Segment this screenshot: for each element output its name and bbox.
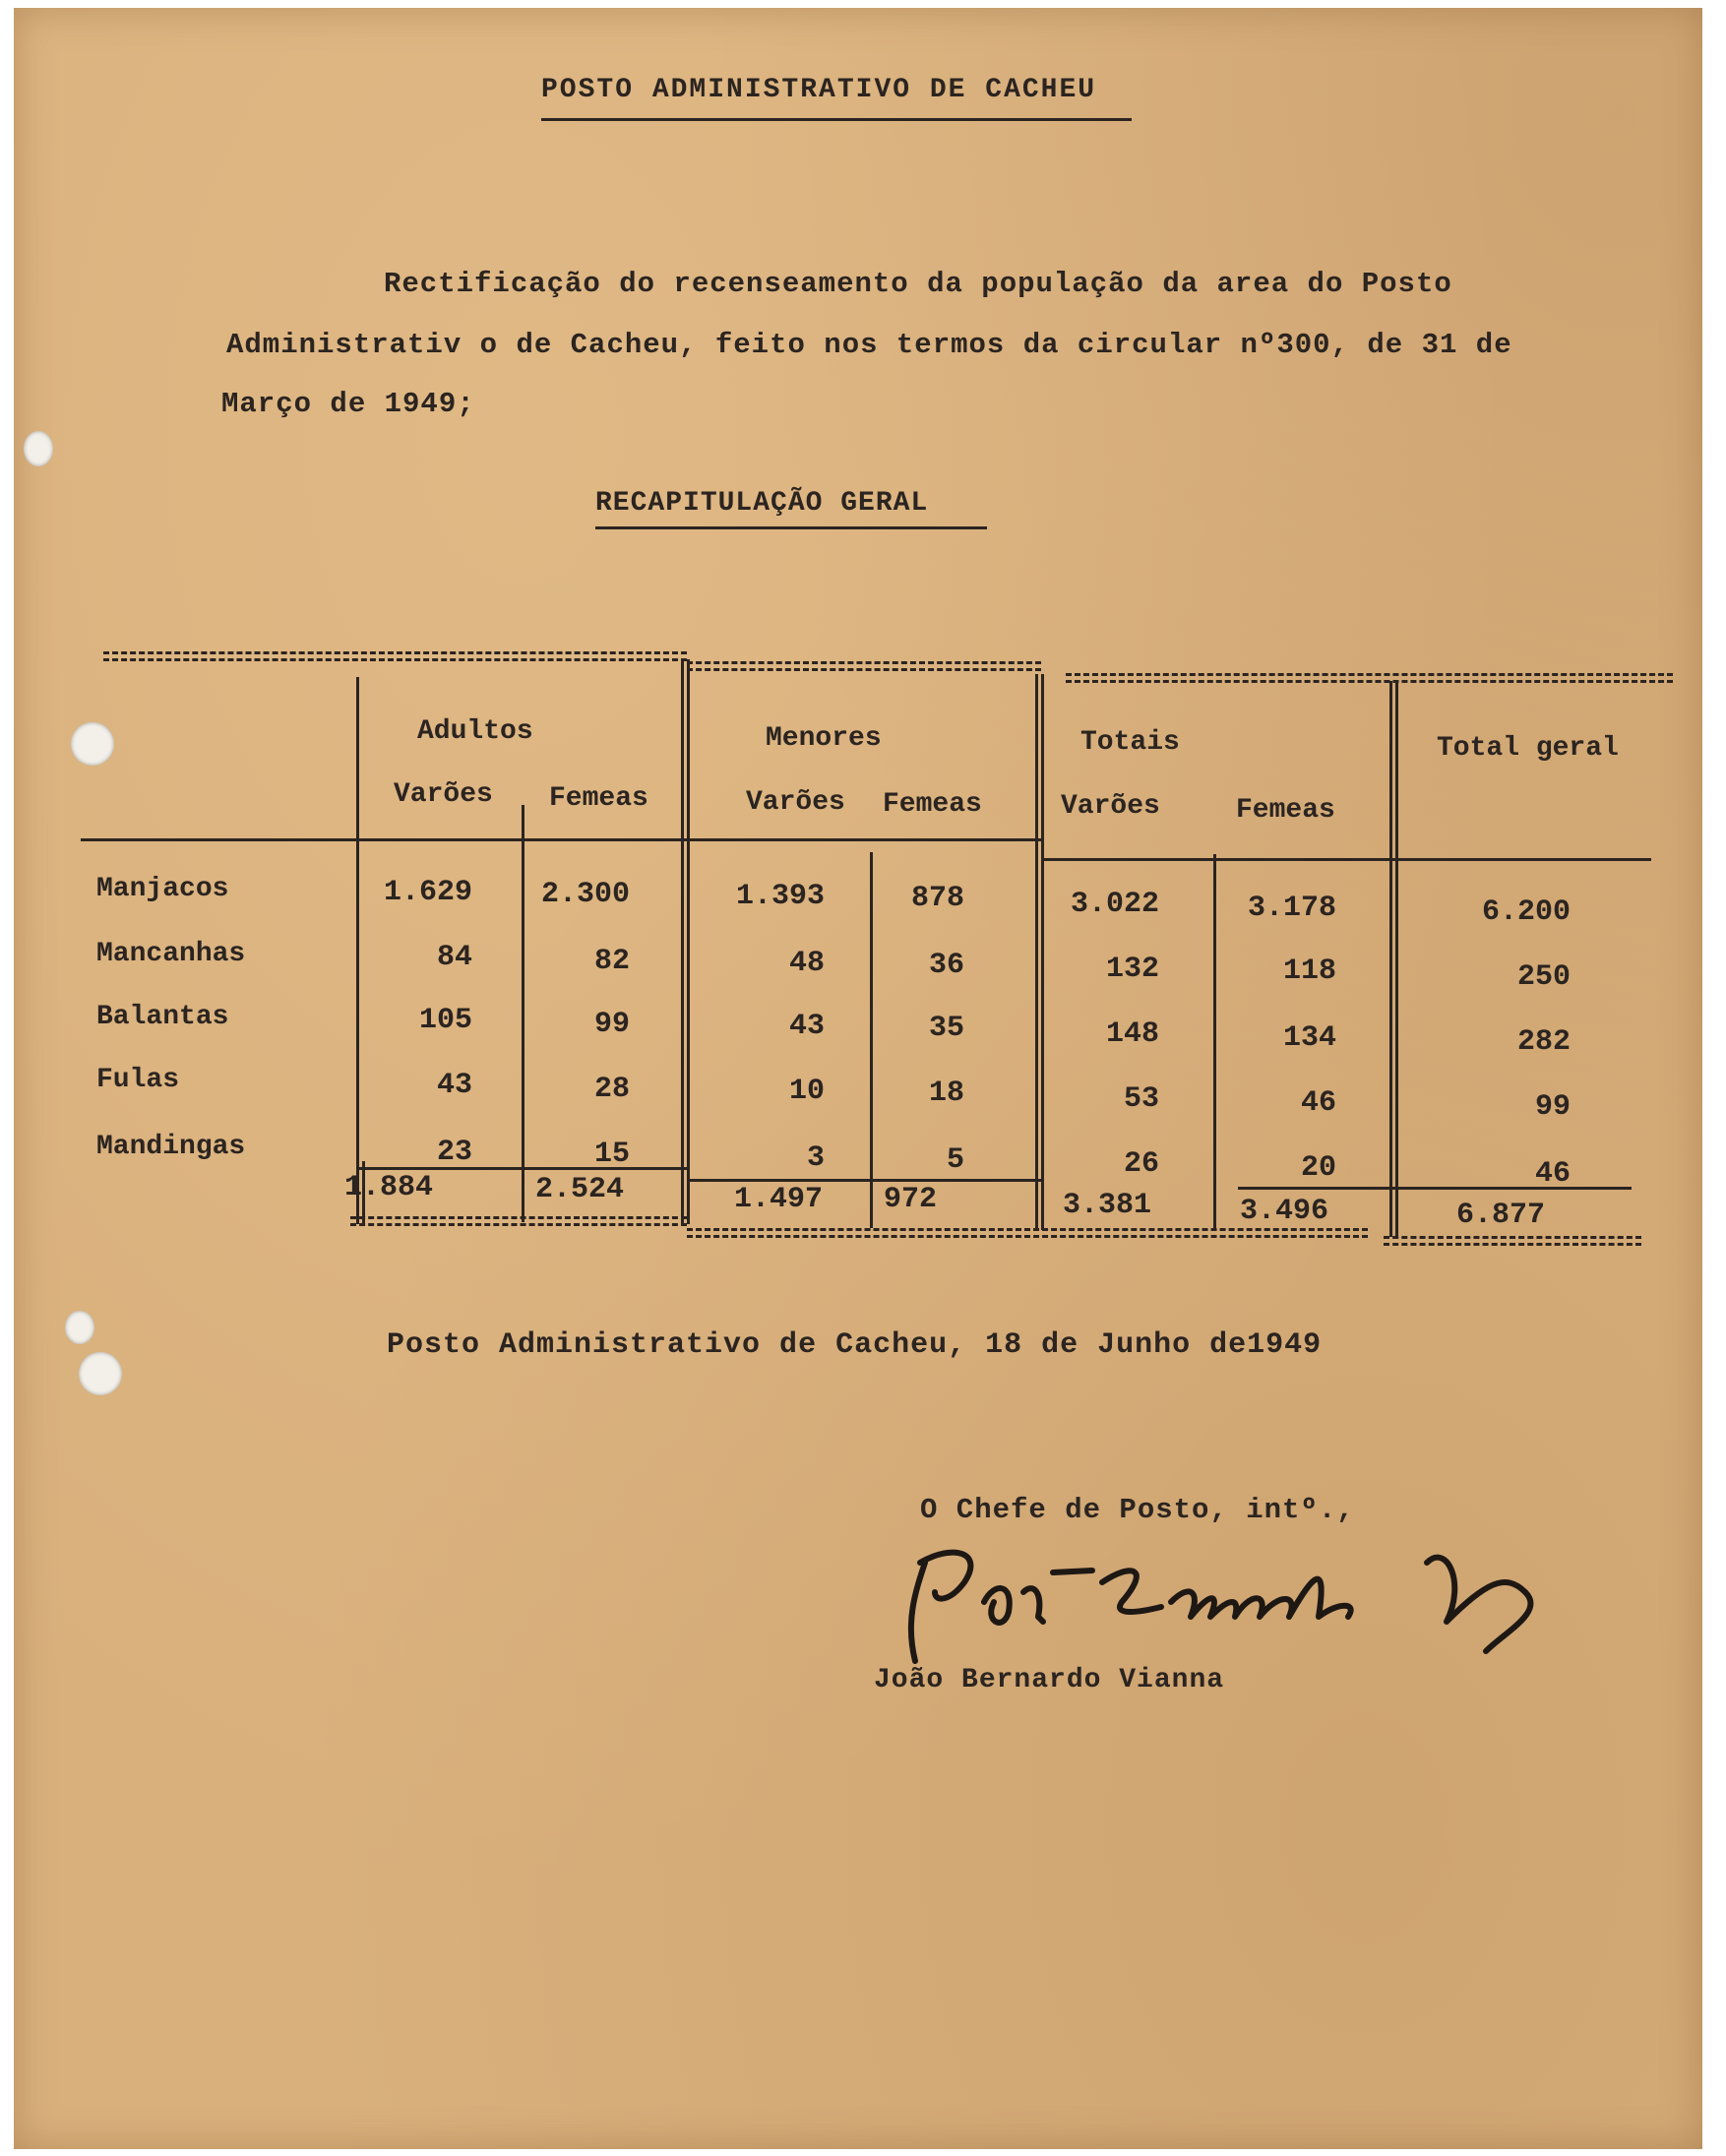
section-title: RECAPITULAÇÃO GERAL (595, 488, 929, 519)
table-bottom-rule (687, 1235, 1368, 1238)
column-divider (681, 659, 684, 1224)
cell-total-female: 20 (1300, 1151, 1336, 1185)
cell-adult-male: 23 (436, 1136, 472, 1169)
page-title: POSTO ADMINISTRATIVO DE CACHEU (541, 75, 1097, 105)
cell-adult-male: 105 (418, 1004, 472, 1037)
header-grand-total: Total geral (1437, 733, 1619, 764)
cell-minor-female: 36 (928, 949, 964, 982)
table-bottom-rule (350, 1216, 687, 1219)
cell-total-male: 26 (1123, 1147, 1159, 1181)
cell-minor-female: 5 (946, 1143, 964, 1177)
sum-grand-total: 6.877 (1455, 1199, 1545, 1232)
handwritten-signature (895, 1523, 1584, 1671)
header-adults: Adultos (417, 716, 533, 747)
column-divider (687, 659, 690, 1224)
table-top-rule (1066, 680, 1673, 683)
sum-adult-male: 1.884 (343, 1171, 433, 1204)
row-label: Mandingas (96, 1132, 246, 1162)
cell-grand-total: 250 (1516, 960, 1571, 994)
sum-adult-female: 2.524 (534, 1173, 624, 1206)
subheader-minor-female: Femeas (883, 789, 982, 820)
cell-adult-female: 82 (593, 945, 630, 978)
column-divider (1389, 681, 1392, 1237)
cell-total-male: 132 (1105, 953, 1159, 986)
table-top-rule (687, 661, 1041, 664)
intro-line-3: Março de 1949; (221, 388, 475, 420)
cell-total-female: 118 (1282, 955, 1336, 988)
sum-minor-female: 972 (883, 1183, 937, 1216)
subheader-adult-male: Varões (394, 779, 493, 810)
subheader-minor-male: Varões (746, 787, 845, 818)
punch-hole (24, 431, 53, 466)
cell-adult-female: 2.300 (540, 878, 630, 911)
row-label: Fulas (96, 1065, 180, 1095)
sum-rule (687, 1179, 1041, 1182)
cell-grand-total: 6.200 (1481, 895, 1571, 929)
cell-minor-male: 43 (788, 1010, 825, 1043)
intro-line-1: Rectificação do recenseamento da população da area do Posto (384, 268, 1452, 300)
cell-adult-female: 15 (593, 1138, 630, 1171)
cell-adult-male: 1.629 (383, 876, 472, 909)
cell-grand-total: 99 (1534, 1090, 1571, 1124)
section-underline (595, 526, 987, 529)
row-label: Manjacos (96, 874, 229, 904)
cell-minor-female: 878 (910, 882, 964, 915)
subheader-adult-female: Femeas (549, 783, 648, 814)
header-separator (1041, 858, 1651, 861)
table-top-rule (687, 668, 1041, 671)
cell-minor-male: 10 (788, 1075, 825, 1108)
cell-total-female: 46 (1300, 1086, 1336, 1120)
cell-total-female: 3.178 (1247, 892, 1336, 925)
cell-total-male: 3.022 (1070, 888, 1159, 921)
header-totals: Totais (1080, 727, 1180, 758)
table-bottom-rule (1384, 1243, 1641, 1246)
table-bottom-rule (1384, 1236, 1641, 1239)
row-label: Balantas (96, 1002, 229, 1032)
punch-hole (79, 1352, 122, 1395)
row-label: Mancanhas (96, 939, 246, 969)
cell-adult-female: 28 (593, 1073, 630, 1106)
chefe-title: O Chefe de Posto, intº., (920, 1494, 1355, 1526)
punch-hole (71, 722, 114, 766)
cell-grand-total: 46 (1534, 1157, 1571, 1191)
place-date: Posto Administrativo de Cacheu, 18 de Junho de1949 (387, 1328, 1323, 1362)
cell-adult-male: 43 (436, 1069, 472, 1102)
intro-line-2: Administrativ o de Cacheu, feito nos termos da circular nº300, de 31 de (226, 329, 1512, 361)
header-minors: Menores (766, 723, 882, 754)
cell-total-male: 148 (1105, 1017, 1159, 1051)
cell-minor-male: 1.393 (735, 880, 825, 913)
signer-name: João Bernardo Vianna (874, 1665, 1225, 1695)
subheader-total-female: Femeas (1236, 795, 1335, 826)
cell-grand-total: 282 (1516, 1025, 1571, 1059)
cell-minor-male: 3 (806, 1141, 825, 1175)
table-top-rule (103, 651, 687, 654)
sum-minor-male: 1.497 (733, 1183, 823, 1216)
table-top-rule (1066, 673, 1673, 676)
table-top-rule (103, 658, 687, 661)
cell-adult-female: 99 (593, 1008, 630, 1041)
cell-minor-female: 35 (928, 1012, 964, 1045)
cell-minor-male: 48 (788, 947, 825, 980)
punch-hole (65, 1311, 94, 1344)
cell-minor-female: 18 (928, 1077, 964, 1110)
cell-total-female: 134 (1282, 1021, 1336, 1055)
subheader-total-male: Varões (1061, 791, 1160, 822)
table-bottom-rule (350, 1223, 687, 1226)
cell-adult-male: 84 (436, 941, 472, 974)
sum-total-male: 3.381 (1062, 1189, 1151, 1222)
sum-total-female: 3.496 (1239, 1195, 1328, 1228)
header-separator (81, 838, 1041, 841)
cell-total-male: 53 (1123, 1082, 1159, 1116)
title-underline (541, 118, 1132, 121)
column-divider (1395, 681, 1398, 1237)
table-bottom-rule (687, 1228, 1368, 1231)
